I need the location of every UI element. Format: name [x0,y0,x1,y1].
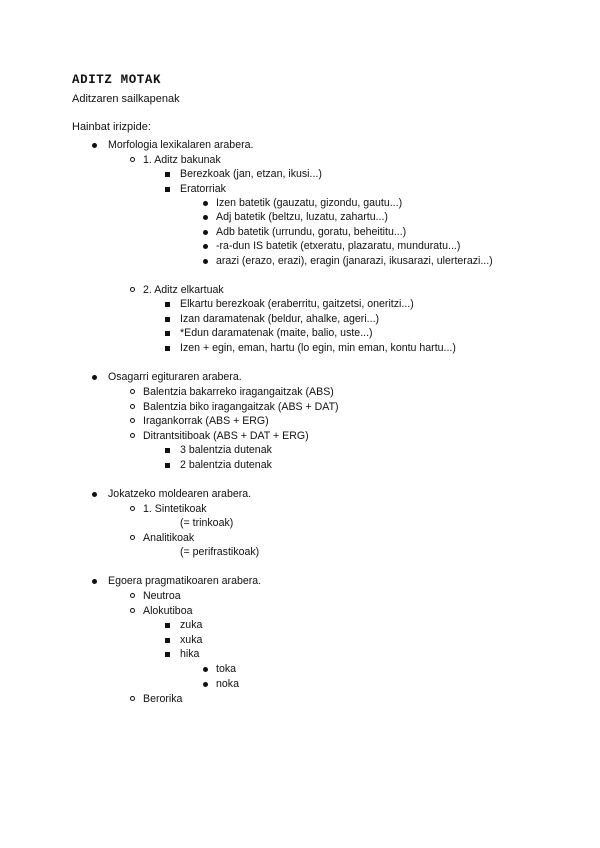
list-item [0,662,600,676]
list-item-text: toka [216,663,237,675]
list-item-text: Berorika [143,693,183,705]
list-item [0,487,600,501]
list-item [0,618,600,632]
list-item-text: Izen + egin, eman, hartu (lo egin, min eman, kontu hartu...) [180,342,456,354]
filled-bullet-icon [203,244,208,249]
list-item [0,692,600,706]
square-bullet-icon [165,463,170,468]
list-item-text: Elkartu berezkoak (eraberritu, gaitzetsi, oneritzi...) [180,298,414,310]
list-item-text: 3 balentzia dutenak [180,444,272,456]
list-item [0,326,600,340]
list-item-text: 1. Sintetikoak [143,503,207,515]
hollow-bullet-icon [130,404,135,409]
list-item [0,138,600,152]
list-item-text: xuka [180,634,203,646]
list-item [0,385,600,399]
list-item [0,531,600,545]
hollow-bullet-icon [130,418,135,423]
list-item [0,574,600,588]
filled-bullet-icon [92,143,97,148]
list-item [0,341,600,355]
list-item [0,589,600,603]
square-bullet-icon [165,448,170,453]
list-item [0,312,600,326]
list-item-text: 2. Aditz elkartuak [143,284,224,296]
list-item-text: -ra-dun IS batetik (etxeratu, plazaratu, munduratu...) [216,240,461,252]
list-item-text: Analitikoak [143,532,195,544]
list-item-text: Adb batetik (urrundu, goratu, beheititu...) [216,226,407,238]
filled-bullet-icon [203,259,208,264]
list-item [0,400,600,414]
list-item [0,458,600,472]
filled-bullet-icon [203,682,208,687]
list-item [0,545,600,559]
list-item-text: Morfologia lexikalaren arabera. [108,139,254,151]
hollow-bullet-icon [130,287,135,292]
list-item-text: Iragankorrak (ABS + ERG) [143,415,269,427]
list-item-text: Berezkoak (jan, etzan, ikusi...) [180,168,322,180]
square-bullet-icon [165,623,170,628]
filled-bullet-icon [203,201,208,206]
square-bullet-icon [165,317,170,322]
list-item [0,239,600,253]
list-item [0,429,600,443]
filled-bullet-icon [92,579,97,584]
hollow-bullet-icon [130,389,135,394]
list-item [0,414,600,428]
hollow-bullet-icon [130,433,135,438]
list-item [0,153,600,167]
list-item-text: Eratorriak [180,183,226,195]
filled-bullet-icon [203,667,208,672]
list-item [0,167,600,181]
list-item [0,647,600,661]
list-item [0,254,600,268]
list-item-text: zuka [180,619,203,631]
list-item [0,225,600,239]
list-item-text: Balentzia bakarreko iragangaitzak (ABS) [143,386,334,398]
list-item [0,283,600,297]
hollow-bullet-icon [130,608,135,613]
list-item [0,633,600,647]
hollow-bullet-icon [130,535,135,540]
list-item-text: 2 balentzia dutenak [180,459,272,471]
list-item [0,196,600,210]
filled-bullet-icon [203,230,208,235]
list-item-text: noka [216,678,239,690]
document-subtitle: Aditzaren sailkapenak [72,93,180,105]
list-item-text: arazi (erazo, erazi), eragin (janarazi, ikusarazi, ulerterazi...) [216,255,493,267]
document-title: ADITZ MOTAK [72,73,162,87]
list-item [0,370,600,384]
list-item-text: Balentzia biko iragangaitzak (ABS + DAT) [143,401,339,413]
list-item-text: Osagarri egituraren arabera. [108,371,242,383]
hollow-bullet-icon [130,593,135,598]
list-item-text: Neutroa [143,590,181,602]
list-item-text: (= trinkoak) [180,517,234,529]
hollow-bullet-icon [130,157,135,162]
list-item [0,297,600,311]
list-item-text: Izan daramatenak (beldur, ahalke, ageri...) [180,313,380,325]
hollow-bullet-icon [130,696,135,701]
list-item-text: Alokutiboa [143,605,193,617]
list-item [0,443,600,457]
list-item [0,210,600,224]
list-item [0,604,600,618]
square-bullet-icon [165,331,170,336]
list-item [0,677,600,691]
list-item-text: Adj batetik (beltzu, luzatu, zahartu...) [216,211,388,223]
filled-bullet-icon [92,375,97,380]
filled-bullet-icon [203,215,208,220]
intro-text: Hainbat irizpide: [72,121,151,133]
square-bullet-icon [165,652,170,657]
list-item-text: Egoera pragmatikoaren arabera. [108,575,262,587]
list-item-text: (= perifrastikoak) [180,546,260,558]
list-item-text: Ditrantsitiboak (ABS + DAT + ERG) [143,430,309,442]
square-bullet-icon [165,172,170,177]
list-item-text: hika [180,648,200,660]
list-item [0,182,600,196]
square-bullet-icon [165,638,170,643]
filled-bullet-icon [92,492,97,497]
square-bullet-icon [165,302,170,307]
hollow-bullet-icon [130,506,135,511]
list-item-text: *Edun daramatenak (maite, balio, uste...) [180,327,373,339]
list-item [0,516,600,530]
list-item-text: Jokatzeko moldearen arabera. [108,488,252,500]
list-item-text: 1. Aditz bakunak [143,154,221,166]
square-bullet-icon [165,187,170,192]
list-item-text: Izen batetik (gauzatu, gizondu, gautu...) [216,197,403,209]
list-item [0,502,600,516]
square-bullet-icon [165,346,170,351]
